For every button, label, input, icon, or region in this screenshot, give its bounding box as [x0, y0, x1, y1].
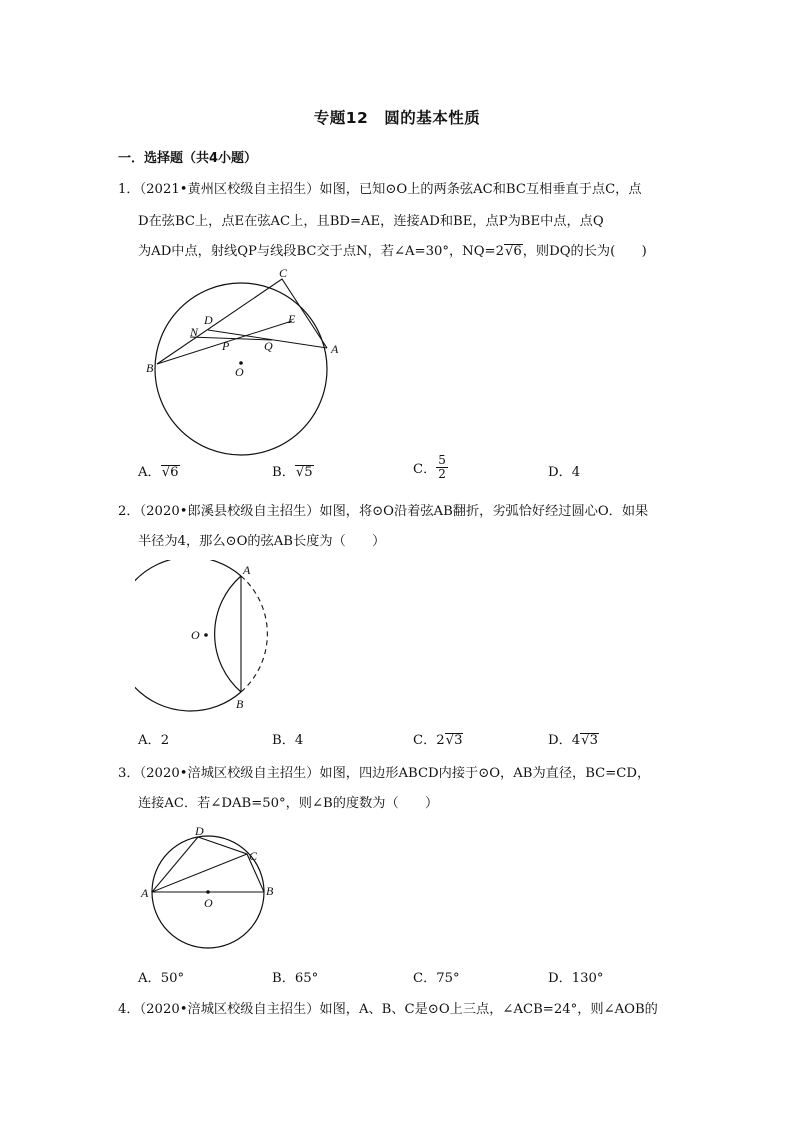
q3-label-A: A — [141, 886, 149, 900]
q1-option-c-fraction: $\frac{5}{2}$ — [438, 453, 446, 482]
q3-option-c[interactable]: C．75° — [413, 971, 460, 986]
q3-option-b[interactable]: B．65° — [272, 971, 319, 986]
q2-figure — [135, 560, 295, 720]
q3-line2: 连接AC．若∠DAB=50°，则∠B的度数为（ ） — [138, 796, 439, 811]
q2-line2: 半径为4，那么⊙O的弦AB长度为（ ） — [138, 534, 386, 549]
q1-label-B: B — [146, 361, 154, 375]
q1-label-D: D — [204, 313, 213, 327]
q1-nq-radical: √6 — [504, 244, 522, 259]
q1-option-c[interactable]: C． $\frac{5}{2}$ — [413, 453, 446, 482]
q2-option-c[interactable]: C．2√3 — [413, 733, 463, 748]
q2-label-O: O — [191, 628, 200, 642]
q2-option-a[interactable]: A．2 — [138, 733, 170, 748]
q1-line3b: ，则DQ的长为( ) — [522, 244, 647, 259]
q1-label-C: C — [279, 266, 288, 280]
q3-option-d[interactable]: D．130° — [548, 971, 604, 986]
q3-label-D: D — [195, 824, 204, 838]
q2-label-A: A — [243, 563, 251, 577]
q1-label-P: P — [222, 339, 230, 353]
q1-line2: D在弦BC上，点E在弦AC上，且BD=AE，连接AD和BE，点P为BE中点，点Q — [138, 214, 604, 229]
q3-label-C: C — [249, 849, 258, 863]
q2-line1: 2．（2020•郎溪县校级自主招生）如图，将⊙O沿着弦AB翻折，劣弧恰好经过圆心O．如果 — [118, 504, 649, 519]
q1-label-N: N — [190, 325, 199, 339]
q1-line3 — [138, 240, 647, 259]
q1-line3a: 为AD中点，射线QP与线段BC交于点N，若∠A=30°，NQ= — [138, 244, 496, 259]
q2-option-b[interactable]: B．4 — [272, 733, 304, 748]
q3-label-B: B — [266, 884, 274, 898]
q1-line1: 1．（2021•黄州区校级自主招生）如图，已知⊙O上的两条弦AC和BC互相垂直于点C，点 — [118, 182, 642, 197]
page-title: 专题12 圆的基本性质 — [313, 109, 481, 127]
q3-figure — [138, 818, 283, 958]
section-heading: 一．选择题（共4小题） — [118, 151, 258, 166]
q3-line1: 3．（2020•涪城区校级自主招生）如图，四边形ABCD内接于⊙O，AB为直径，BC=CD， — [118, 766, 651, 781]
q1-option-d[interactable]: D．4 — [548, 465, 581, 480]
q1-label-E: E — [288, 312, 296, 326]
q1-label-A: A — [331, 342, 339, 356]
q1-option-a[interactable]: A．√6 — [138, 465, 179, 480]
q2-option-d[interactable]: D．4√3 — [548, 733, 598, 748]
q2-label-B: B — [236, 697, 244, 711]
q3-label-O: O — [204, 896, 213, 910]
q1-nq-radicand: 6 — [513, 244, 522, 259]
q1-nq-coef: 2 — [495, 244, 504, 259]
q1-label-O: O — [235, 365, 244, 379]
q4-line1: 4．（2020•涪城区校级自主招生）如图，A、B、C是⊙O上三点，∠ACB=24°，则∠AOB的 — [118, 1002, 658, 1017]
q1-option-b[interactable]: B．√5 — [272, 465, 313, 480]
q1-figure — [140, 262, 360, 462]
q1-label-Q: Q — [264, 339, 273, 353]
q3-option-a[interactable]: A．50° — [138, 971, 185, 986]
